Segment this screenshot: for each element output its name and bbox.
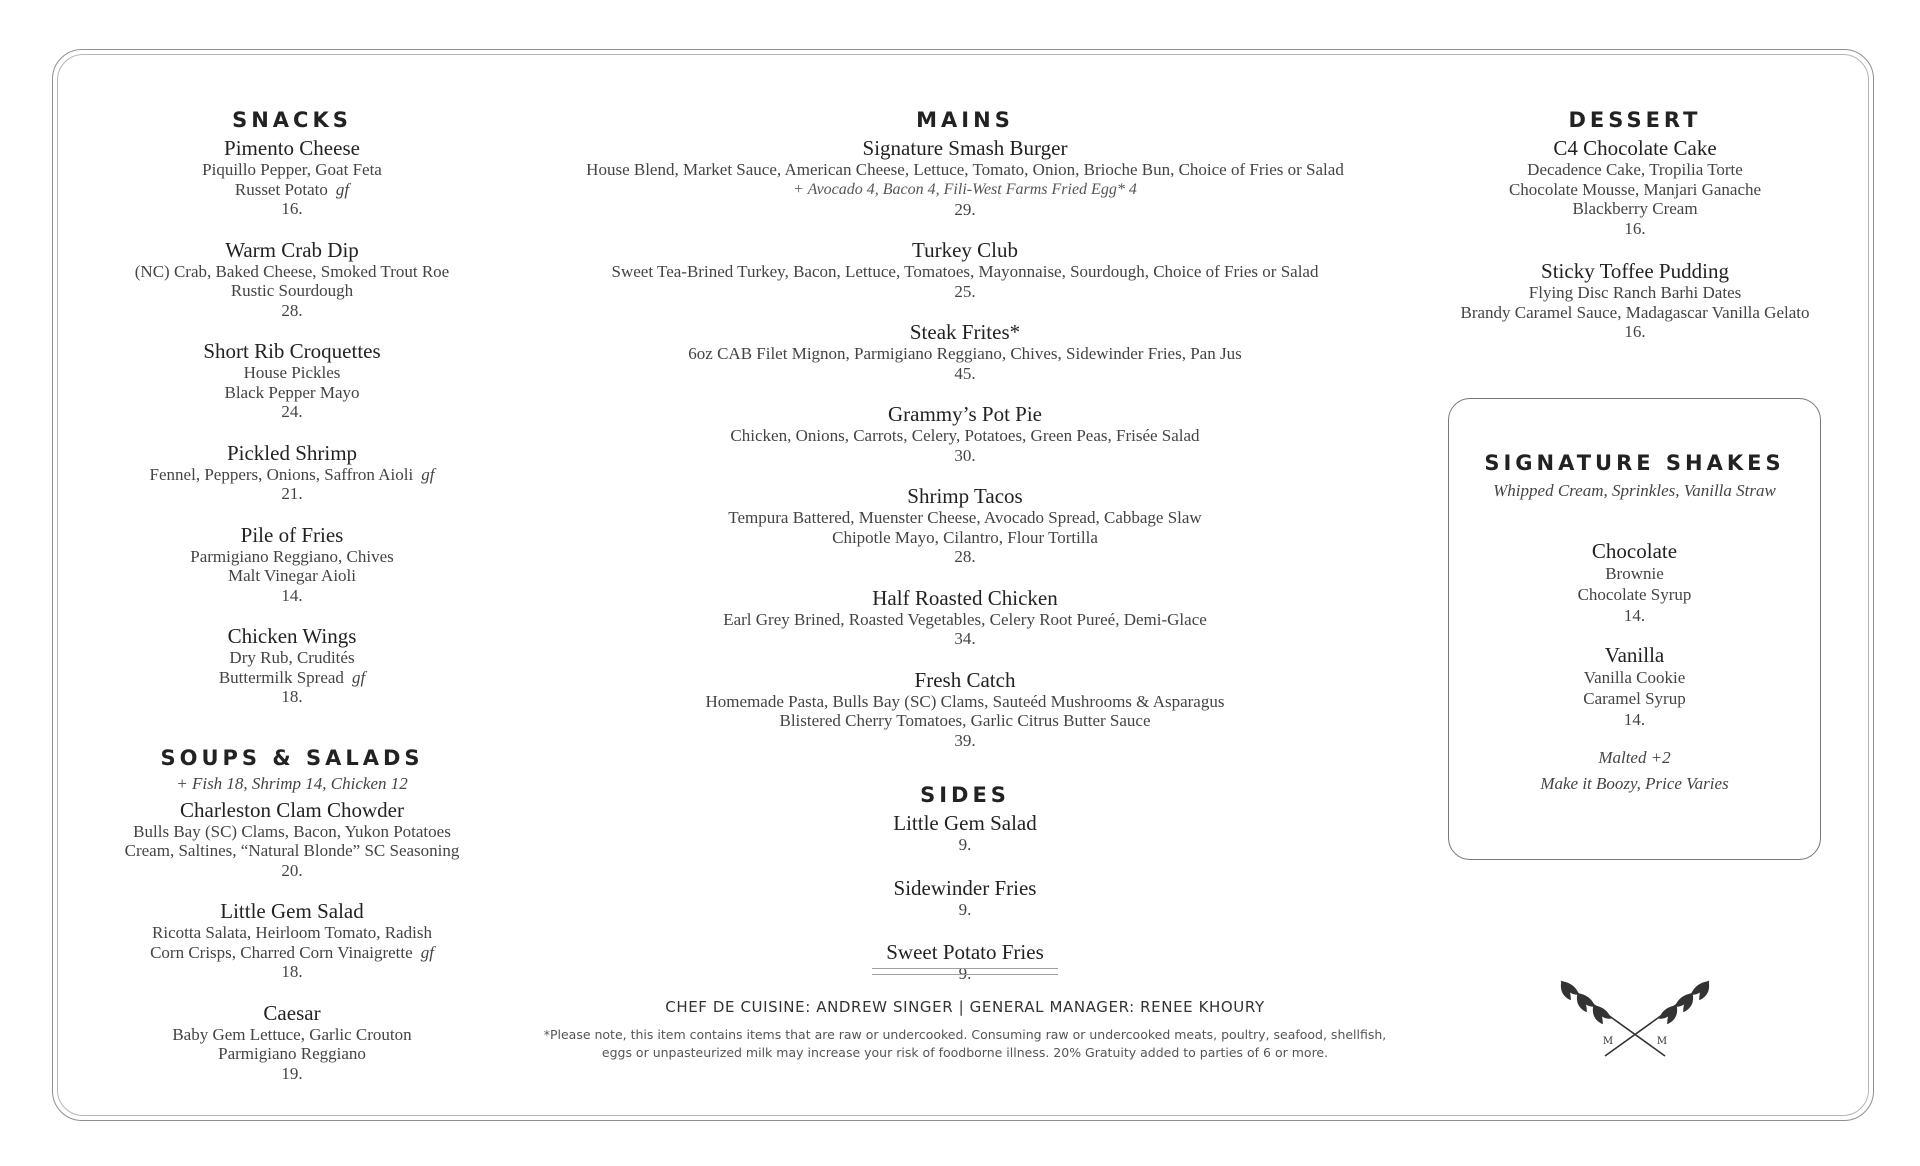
menu-item-price: 14. [1623, 606, 1646, 625]
menu-item-price: 18. [281, 962, 303, 981]
menu-item-name: Fresh Catch [914, 667, 1016, 692]
menu-item-price: 16. [1624, 322, 1646, 341]
description-text: Buttermilk Spread [218, 667, 344, 687]
menu-item-name: Short Rib Croquettes [203, 339, 381, 363]
description-text: Russet Potato [234, 179, 328, 199]
dessert-heading: DESSERT [1568, 108, 1702, 132]
description-text: Blackberry Cream [1572, 199, 1698, 218]
menu-item-description [92, 363, 492, 383]
menu-item-description [1449, 688, 1820, 709]
gluten-free-marker: gf [351, 667, 366, 687]
disclaimer [530, 1026, 1400, 1062]
menu-item-description [1435, 303, 1835, 323]
menu-item-description [1449, 563, 1820, 584]
menu-item [530, 940, 1400, 984]
shakes-footer-line: Make it Boozy, Price Varies [1540, 774, 1729, 793]
soups-list [92, 798, 492, 1084]
menu-item [92, 441, 492, 504]
menu-item-price: 20. [281, 860, 303, 880]
menu-item-price: 19. [281, 1063, 303, 1083]
menu-item-price: 28. [954, 547, 976, 566]
description-text: Caramel Syrup [1583, 689, 1686, 708]
description-text: Vanilla Cookie [1583, 668, 1686, 687]
menu-item-description [92, 465, 492, 485]
description-text: Piquillo Pepper, Goat Feta [202, 160, 382, 179]
menu-item [92, 238, 492, 321]
menu-item-name: Vanilla [1604, 643, 1665, 667]
logo-letter: M [1602, 1036, 1614, 1047]
menu-item-price: 24. [281, 402, 303, 421]
crossed-wheat-logo [1540, 978, 1730, 1060]
description-text: Homemade Pasta, Bulls Bay (SC) Clams, Sauteéd Mushrooms & Asparagus [705, 691, 1225, 711]
menu-item-name: Turkey Club [912, 238, 1018, 262]
menu-item-description [530, 426, 1400, 446]
menu-item [530, 811, 1400, 855]
menu-item-description [92, 822, 492, 842]
menu-item-description [92, 841, 492, 861]
gluten-free-marker: gf [421, 464, 435, 484]
logo-letter: M [1656, 1036, 1668, 1047]
description-text: Cream, Saltines, “Natural Blonde” SC Seasoning [124, 841, 460, 860]
description-text: Rustic Sourdough [230, 281, 354, 300]
menu-item-description [92, 383, 492, 403]
description-text: Earl Grey Brined, Roasted Vegetables, Celery Root Pureé, Demi-Glace [723, 609, 1207, 629]
sides-heading: SIDES [920, 783, 1010, 807]
menu-item-description [1435, 180, 1835, 200]
menu-item [92, 1001, 492, 1084]
menu-item-name: Little Gem Salad [220, 899, 364, 923]
menu-item-description [1435, 199, 1835, 219]
menu-item-price: 28. [281, 300, 303, 320]
menu-item [530, 136, 1400, 219]
menu-item-description [530, 528, 1400, 548]
disclaimer-line: *Please note, this item contains items that are raw or undercooked. Consuming raw or undercooked meats, poultry, seafood, shellfish, [543, 1027, 1387, 1042]
description-text: Flying Disc Ranch Barhi Dates [1528, 283, 1742, 302]
menu-item-description [530, 160, 1400, 180]
description-text: Chocolate Syrup [1577, 585, 1692, 604]
staff-credits: CHEF DE CUISINE: ANDREW SINGER | GENERAL MANAGER: RENEE KHOURY [665, 998, 1265, 1016]
menu-item-name: C4 Chocolate Cake [1553, 136, 1717, 160]
menu-item-price: 30. [954, 445, 976, 465]
menu-item-description [530, 692, 1400, 712]
menu-item-description [92, 180, 492, 200]
footer-divider [872, 974, 1058, 975]
menu-item [530, 586, 1400, 649]
menu-item-price: 14. [281, 585, 303, 605]
menu-item-description [1449, 667, 1820, 688]
menu-item-name: Chicken Wings [227, 624, 357, 648]
menu-item-description [530, 610, 1400, 630]
disclaimer-line: eggs or unpasteurized milk may increase your risk of foodborne illness. 20% Gratuity added to parties of 6 or more. [601, 1045, 1329, 1060]
footer-divider [872, 968, 1058, 969]
menu-item [530, 238, 1400, 301]
menu-item-name: Pickled Shrimp [226, 440, 358, 465]
menu-item-price: 9. [958, 899, 972, 919]
mains-heading: MAINS [916, 108, 1014, 132]
menu-item-price: 29. [954, 199, 976, 219]
menu-item-name: Grammy’s Pot Pie [887, 402, 1042, 426]
menu-item-name: Charleston Clam Chowder [180, 797, 404, 822]
menu-item-price: 34. [954, 629, 976, 648]
menu-item-price: 16. [1624, 218, 1646, 238]
menu-item [530, 668, 1400, 751]
menu-item-addons: + Avocado 4, Bacon 4, Fili-West Farms Fried Egg* 4 [793, 180, 1137, 198]
menu-item-description [92, 648, 492, 668]
description-text: Ricotta Salata, Heirloom Tomato, Radish [152, 923, 432, 942]
menu-item-description [1449, 584, 1820, 605]
menu-item-price: 9. [958, 835, 972, 854]
menu-item-name: Chocolate [1591, 539, 1678, 563]
menu-item-description [92, 1044, 492, 1064]
menu-item-price: 16. [281, 199, 303, 218]
menu-item [530, 320, 1400, 383]
description-text: (NC) Crab, Baked Cheese, Smoked Trout Roe [134, 261, 450, 281]
snacks-heading: SNACKS [232, 108, 352, 132]
menu-item-description [92, 943, 492, 963]
description-text: Chipotle Mayo, Cilantro, Flour Tortilla [832, 527, 1098, 547]
menu-item-description [92, 160, 492, 180]
dessert-list [1435, 136, 1835, 342]
description-text: Dry Rub, Crudités [229, 648, 355, 667]
shakes-note: Whipped Cream, Sprinkles, Vanilla Straw [1493, 481, 1776, 500]
menu-item-description [530, 508, 1400, 528]
description-text: Baby Gem Lettuce, Garlic Crouton [172, 1024, 412, 1044]
menu-item-price: 45. [954, 363, 976, 383]
soups-heading: SOUPS & SALADS [160, 745, 424, 770]
menu-item-name: Little Gem Salad [893, 811, 1037, 835]
menu-item-price: 39. [954, 730, 976, 750]
menu-item-description [92, 923, 492, 943]
mains-list [530, 136, 1400, 750]
description-text: Chicken, Onions, Carrots, Celery, Potatoes, Green Peas, Frisée Salad [730, 426, 1200, 445]
menu-item [92, 899, 492, 982]
description-text: Black Pepper Mayo [224, 382, 360, 402]
right-column [1435, 108, 1835, 363]
left-column [92, 108, 492, 1102]
menu-item [1449, 539, 1820, 626]
menu-item-description [530, 711, 1400, 731]
menu-item-description [92, 262, 492, 282]
menu-item-description [92, 281, 492, 301]
description-text: Malt Vinegar Aioli [227, 566, 357, 585]
menu-item-name: Shrimp Tacos [907, 484, 1023, 508]
shakes-footer-line: Malted +2 [1598, 748, 1671, 767]
menu-item-price: 14. [1623, 710, 1646, 729]
signature-shakes-box [1448, 398, 1821, 860]
snacks-list [92, 136, 492, 707]
description-text: House Pickles [243, 363, 341, 382]
description-text: Corn Crisps, Charred Corn Vinaigrette [150, 942, 413, 962]
menu-item-description [92, 547, 492, 567]
menu-item-price: 18. [281, 687, 303, 706]
shakes-list [1449, 539, 1820, 730]
sides-list [530, 811, 1400, 984]
gluten-free-marker: gf [335, 179, 350, 199]
menu-item [530, 876, 1400, 920]
menu-item-name: Caesar [263, 1000, 321, 1025]
menu-item [1435, 136, 1835, 238]
description-text: Brownie [1605, 564, 1664, 583]
shakes-heading: SIGNATURE SHAKES [1484, 451, 1785, 475]
description-text: 6oz CAB Filet Mignon, Parmigiano Reggiano, Chives, Sidewinder Fries, Pan Jus [688, 344, 1242, 363]
menu-item [530, 484, 1400, 567]
menu-item [92, 339, 492, 422]
menu-item [92, 523, 492, 606]
menu-item-description [530, 344, 1400, 364]
menu-item-description [1435, 160, 1835, 180]
menu-item [1435, 259, 1835, 342]
menu-item-description [92, 1025, 492, 1045]
menu-item-description [92, 566, 492, 586]
menu-item [92, 136, 492, 219]
description-text: House Blend, Market Sauce, American Cheese, Lettuce, Tomato, Onion, Brioche Bun, Choice of Fries or Salad [586, 160, 1344, 179]
description-text: Sweet Tea-Brined Turkey, Bacon, Lettuce, Tomatoes, Mayonnaise, Sourdough, Choice of Fries or Salad [611, 262, 1319, 281]
menu-item [92, 624, 492, 707]
description-text: Decadence Cake, Tropilia Torte [1527, 160, 1743, 179]
menu-item [1449, 643, 1820, 730]
menu-item-name: Pile of Fries [240, 522, 344, 547]
menu-item-description [1435, 283, 1835, 303]
menu-item-description [530, 262, 1400, 282]
menu-item [530, 402, 1400, 465]
menu-item-name: Sweet Potato Fries [886, 940, 1044, 964]
middle-column [530, 108, 1400, 1005]
description-text: Parmigiano Reggiano, Chives [190, 546, 394, 566]
menu-item-name: Warm Crab Dip [225, 237, 359, 262]
menu-item-price: 21. [281, 484, 303, 503]
menu-item-name: Sidewinder Fries [893, 875, 1037, 900]
gluten-free-marker: gf [420, 942, 434, 962]
menu-item [92, 798, 492, 881]
menu-item-name: Half Roasted Chicken [872, 585, 1058, 610]
menu-item-price: 9. [958, 964, 972, 983]
menu-item-price: 25. [954, 281, 976, 301]
menu-item-name: Pimento Cheese [224, 136, 360, 160]
description-text: Blistered Cherry Tomatoes, Garlic Citrus Butter Sauce [779, 711, 1151, 730]
soups-addon-note: + Fish 18, Shrimp 14, Chicken 12 [176, 773, 408, 793]
description-text: Bulls Bay (SC) Clams, Bacon, Yukon Potatoes [133, 821, 451, 841]
menu-item-name: Steak Frites* [909, 320, 1021, 344]
description-text: Tempura Battered, Muenster Cheese, Avocado Spread, Cabbage Slaw [728, 508, 1202, 527]
description-text: Brandy Caramel Sauce, Madagascar Vanilla Gelato [1460, 302, 1810, 322]
menu-item-name: Sticky Toffee Pudding [1541, 259, 1729, 283]
description-text: Chocolate Mousse, Manjari Ganache [1508, 179, 1762, 199]
menu-item-description [92, 668, 492, 688]
menu-item-name: Signature Smash Burger [862, 136, 1068, 160]
description-text: Fennel, Peppers, Onions, Saffron Aioli [149, 464, 414, 484]
description-text: Parmigiano Reggiano [218, 1044, 366, 1063]
